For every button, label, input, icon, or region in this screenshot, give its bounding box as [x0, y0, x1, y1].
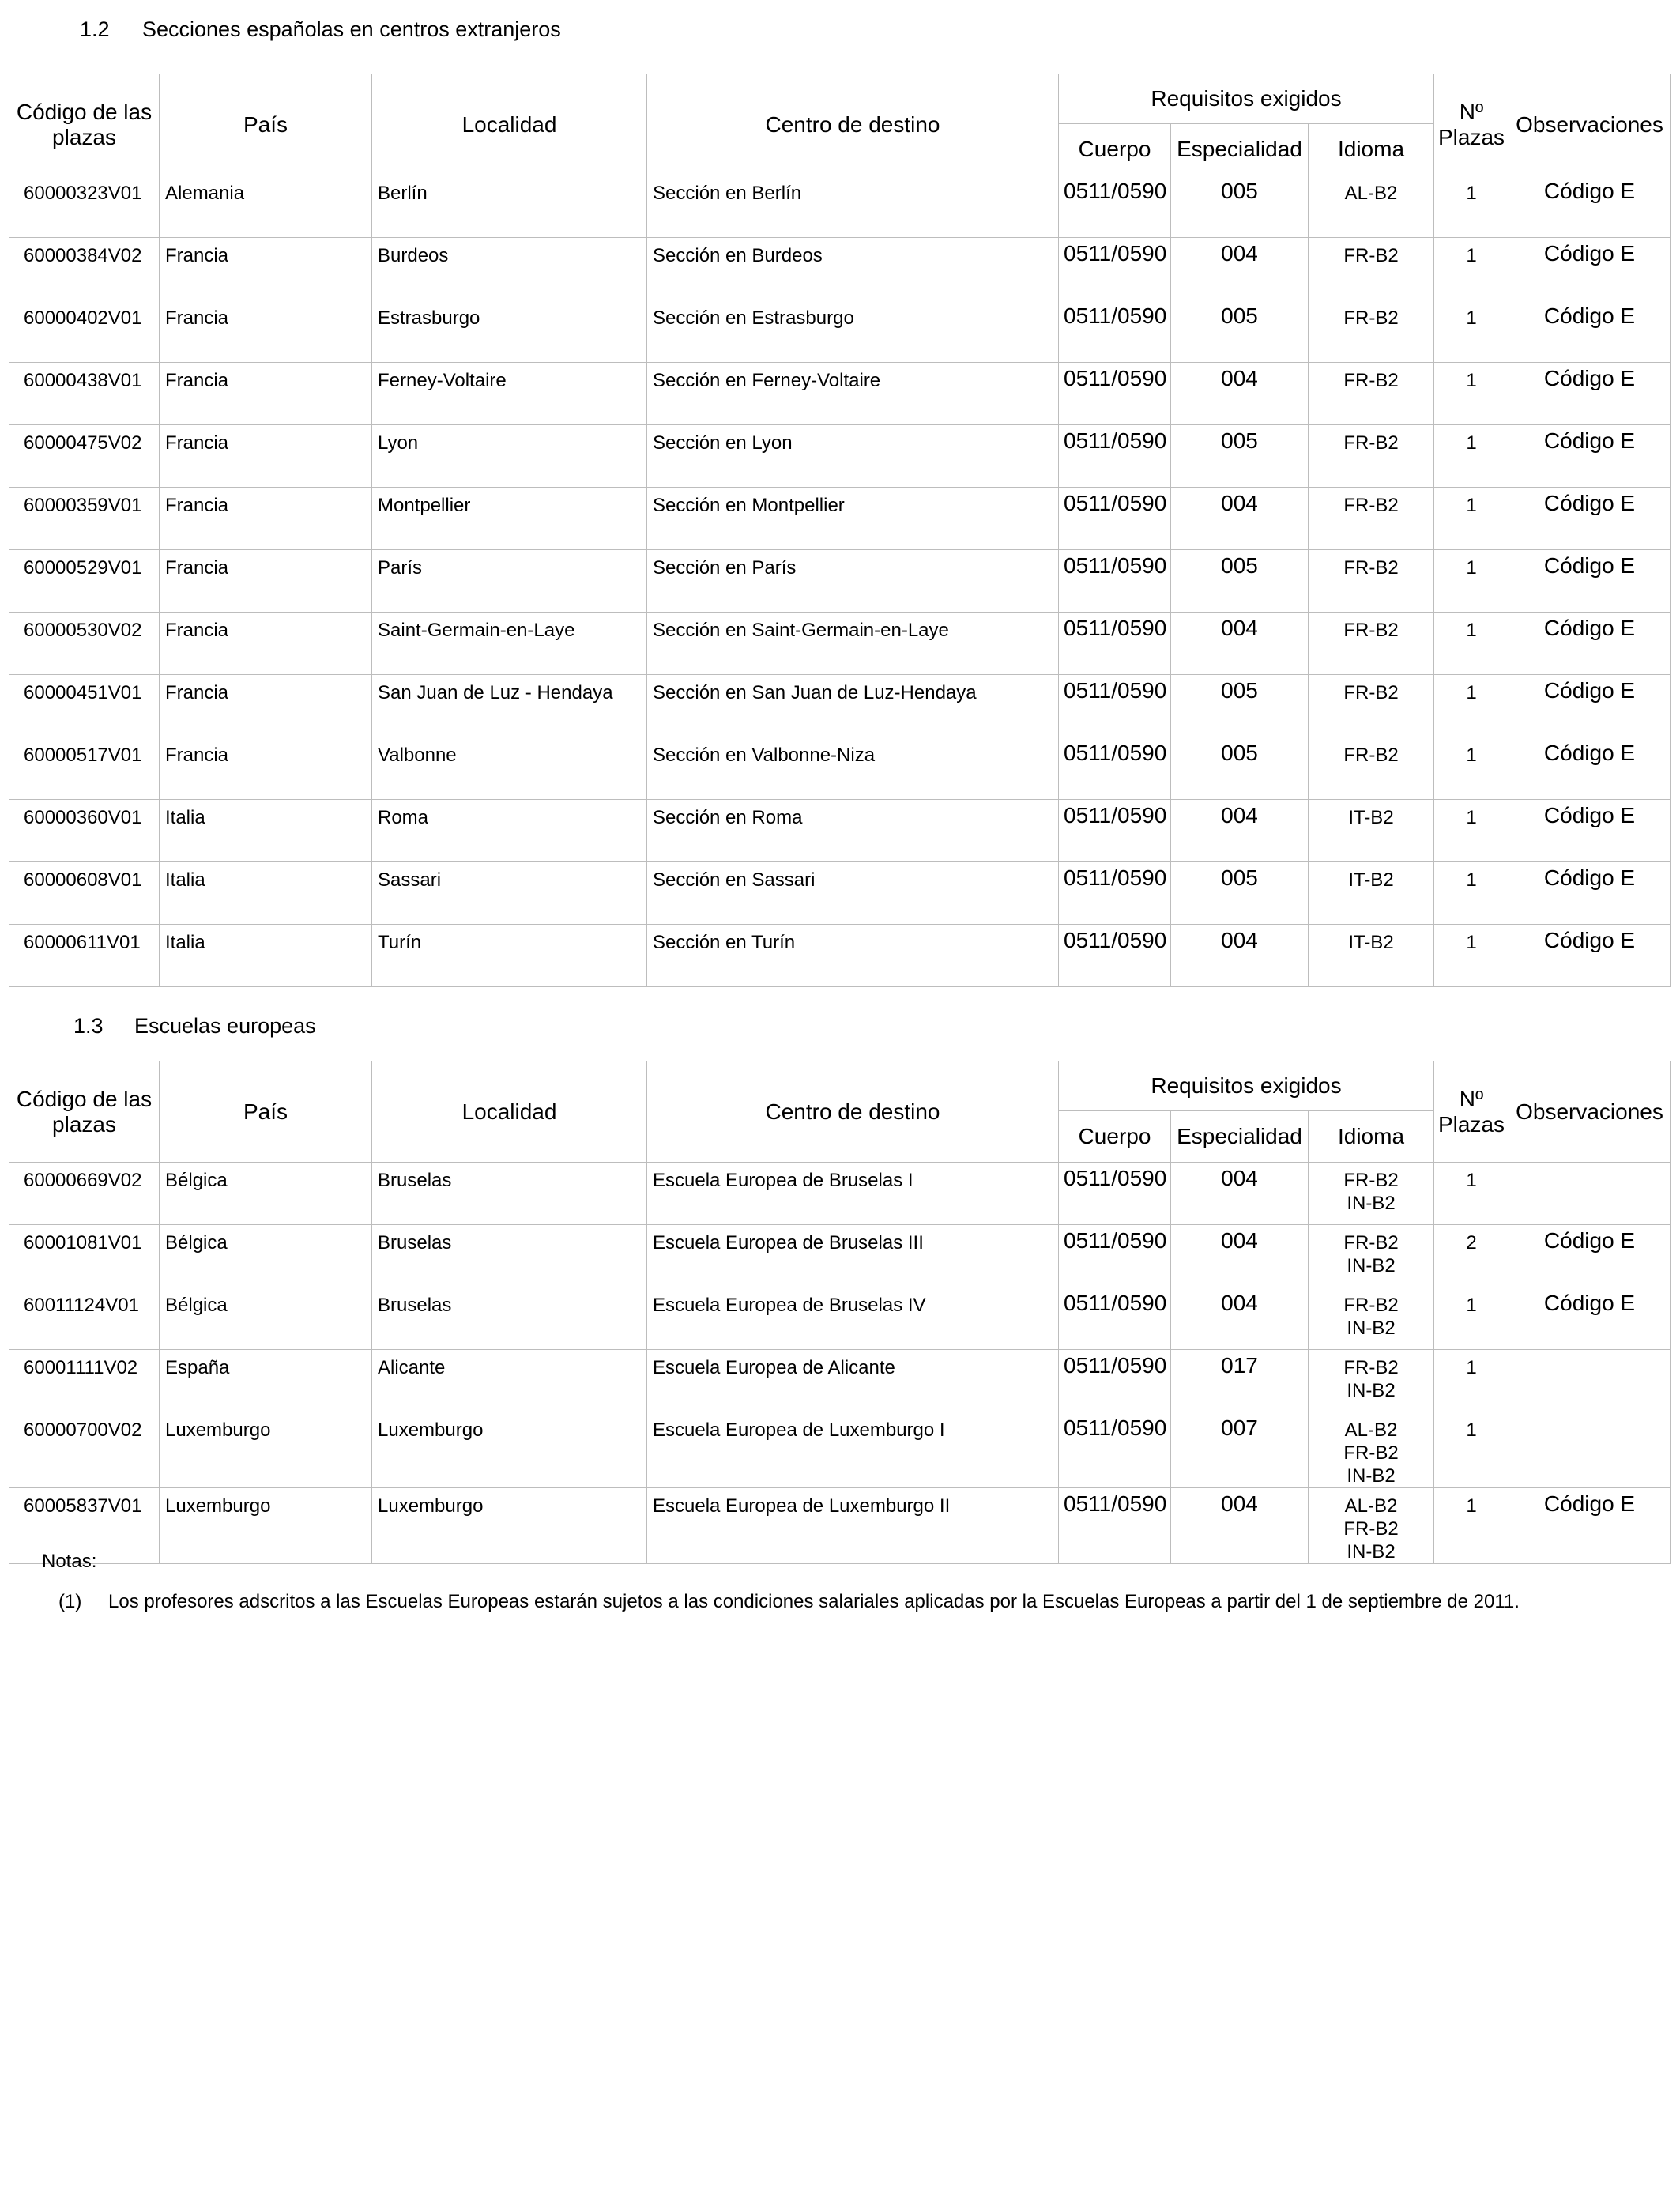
idioma-value: FR-B2: [1343, 1518, 1399, 1540]
cell-localidad: Bruselas: [372, 1163, 647, 1225]
cell-pais: Italia: [160, 800, 372, 862]
cell-localidad: Valbonne: [372, 737, 647, 800]
cell-centro: Sección en Saint-Germain-en-Laye: [647, 613, 1059, 675]
cell-centro: Escuela Europea de Bruselas I: [647, 1163, 1059, 1225]
cell-cuerpo: 0511/0590: [1059, 488, 1171, 550]
plazas-table-secciones: [9, 74, 1671, 987]
cell-especialidad: 004: [1171, 1163, 1309, 1225]
cell-codigo: 60000529V01: [9, 550, 160, 613]
cell-observaciones: Código E: [1509, 425, 1671, 488]
cell-especialidad: 005: [1171, 300, 1309, 363]
cell-especialidad: 004: [1171, 1287, 1309, 1350]
header-especialidad: Especialidad: [1171, 1111, 1309, 1163]
cell-observaciones: Código E: [1509, 613, 1671, 675]
cell-localidad: Berlín: [372, 175, 647, 238]
cell-codigo: 60000700V02: [9, 1412, 160, 1488]
cell-pais: Francia: [160, 363, 372, 425]
table-row: [9, 488, 1671, 550]
idioma-value: FR-B2: [1343, 245, 1399, 266]
header-codigo: Código de las plazas: [9, 74, 160, 175]
cell-centro: Sección en San Juan de Luz-Hendaya: [647, 675, 1059, 737]
table-row: [9, 737, 1671, 800]
header-centro: Centro de destino: [647, 1061, 1059, 1163]
table-row: [9, 1412, 1671, 1488]
cell-plazas: 1: [1434, 238, 1509, 300]
header-codigo: Código de las plazas: [9, 1061, 160, 1163]
cell-codigo: 60000530V02: [9, 613, 160, 675]
cell-especialidad: 004: [1171, 363, 1309, 425]
cell-localidad: Saint-Germain-en-Laye: [372, 613, 647, 675]
cell-idioma: [1309, 175, 1434, 238]
table-row: [9, 1225, 1671, 1287]
cell-especialidad: 005: [1171, 175, 1309, 238]
header-requisitos: Requisitos exigidos: [1059, 74, 1434, 124]
cell-observaciones: Código E: [1509, 862, 1671, 925]
table-row: [9, 550, 1671, 613]
table-row: [9, 800, 1671, 862]
cell-plazas: 1: [1434, 1163, 1509, 1225]
header-idioma: Idioma: [1309, 124, 1434, 175]
cell-idioma: [1309, 1350, 1434, 1412]
cell-especialidad: 004: [1171, 925, 1309, 987]
cell-pais: España: [160, 1350, 372, 1412]
table-row: [9, 300, 1671, 363]
cell-idioma: [1309, 363, 1434, 425]
idioma-value: IN-B2: [1347, 1380, 1396, 1401]
cell-observaciones: Código E: [1509, 675, 1671, 737]
cell-pais: Bélgica: [160, 1287, 372, 1350]
section-number: 1.3: [73, 1014, 104, 1038]
idioma-value: FR-B2: [1343, 745, 1399, 766]
cell-centro: Escuela Europea de Bruselas IV: [647, 1287, 1059, 1350]
cell-localidad: Montpellier: [372, 488, 647, 550]
cell-localidad: Luxemburgo: [372, 1412, 647, 1488]
cell-idioma: [1309, 300, 1434, 363]
cell-codigo: 60000611V01: [9, 925, 160, 987]
cell-centro: Escuela Europea de Luxemburgo I: [647, 1412, 1059, 1488]
cell-pais: Bélgica: [160, 1163, 372, 1225]
cell-cuerpo: 0511/0590: [1059, 925, 1171, 987]
cell-localidad: Luxemburgo: [372, 1488, 647, 1564]
cell-pais: Francia: [160, 613, 372, 675]
idioma-value: FR-B2: [1343, 307, 1399, 329]
header-pais: País: [160, 1061, 372, 1163]
cell-observaciones: [1509, 1350, 1671, 1412]
cell-codigo: 60000451V01: [9, 675, 160, 737]
cell-codigo: 60000360V01: [9, 800, 160, 862]
cell-pais: Francia: [160, 425, 372, 488]
cell-codigo: 60001081V01: [9, 1225, 160, 1287]
cell-codigo: 60000608V01: [9, 862, 160, 925]
idioma-value: FR-B2: [1343, 495, 1399, 516]
cell-observaciones: Código E: [1509, 363, 1671, 425]
idioma-value: FR-B2: [1343, 1442, 1399, 1464]
cell-especialidad: 005: [1171, 550, 1309, 613]
cell-pais: Italia: [160, 925, 372, 987]
cell-localidad: Bruselas: [372, 1225, 647, 1287]
cell-cuerpo: 0511/0590: [1059, 800, 1171, 862]
cell-codigo: 60000669V02: [9, 1163, 160, 1225]
cell-idioma: [1309, 737, 1434, 800]
cell-cuerpo: 0511/0590: [1059, 737, 1171, 800]
table-row: [9, 1163, 1671, 1225]
cell-idioma: [1309, 800, 1434, 862]
cell-centro: Sección en Berlín: [647, 175, 1059, 238]
cell-observaciones: Código E: [1509, 925, 1671, 987]
idioma-value: IN-B2: [1347, 1318, 1396, 1339]
idioma-value: FR-B2: [1343, 1357, 1399, 1378]
cell-especialidad: 005: [1171, 737, 1309, 800]
cell-idioma: [1309, 1412, 1434, 1488]
cell-centro: Sección en Lyon: [647, 425, 1059, 488]
header-especialidad: Especialidad: [1171, 124, 1309, 175]
cell-observaciones: Código E: [1509, 300, 1671, 363]
table-row: [9, 862, 1671, 925]
cell-plazas: 1: [1434, 300, 1509, 363]
cell-centro: Sección en Burdeos: [647, 238, 1059, 300]
cell-especialidad: 017: [1171, 1350, 1309, 1412]
cell-pais: Luxemburgo: [160, 1488, 372, 1564]
cell-localidad: París: [372, 550, 647, 613]
table-row: [9, 1488, 1671, 1564]
cell-plazas: 1: [1434, 1412, 1509, 1488]
cell-observaciones: [1509, 1412, 1671, 1488]
cell-idioma: [1309, 1488, 1434, 1564]
idioma-value: FR-B2: [1343, 620, 1399, 641]
cell-idioma: [1309, 613, 1434, 675]
notes-title: Notas:: [42, 1551, 97, 1572]
cell-localidad: Ferney-Voltaire: [372, 363, 647, 425]
cell-plazas: 1: [1434, 175, 1509, 238]
cell-cuerpo: 0511/0590: [1059, 550, 1171, 613]
cell-pais: Francia: [160, 550, 372, 613]
cell-plazas: 1: [1434, 737, 1509, 800]
cell-especialidad: 005: [1171, 675, 1309, 737]
cell-observaciones: Código E: [1509, 550, 1671, 613]
cell-localidad: Lyon: [372, 425, 647, 488]
cell-centro: Escuela Europea de Luxemburgo II: [647, 1488, 1059, 1564]
idioma-value: FR-B2: [1343, 370, 1399, 391]
cell-cuerpo: 0511/0590: [1059, 238, 1171, 300]
cell-observaciones: Código E: [1509, 800, 1671, 862]
cell-codigo: 60000517V01: [9, 737, 160, 800]
cell-localidad: Bruselas: [372, 1287, 647, 1350]
table-row: [9, 675, 1671, 737]
cell-localidad: Alicante: [372, 1350, 647, 1412]
note-marker: (1): [58, 1591, 82, 1612]
table-row: [9, 1350, 1671, 1412]
cell-plazas: 1: [1434, 1287, 1509, 1350]
cell-codigo: 60000323V01: [9, 175, 160, 238]
note-item: [58, 1591, 1520, 1613]
cell-cuerpo: 0511/0590: [1059, 862, 1171, 925]
idioma-value: IT-B2: [1348, 932, 1394, 953]
cell-localidad: Turín: [372, 925, 647, 987]
cell-centro: Sección en Sassari: [647, 862, 1059, 925]
idioma-value: IT-B2: [1348, 869, 1394, 891]
header-plazas: Nº Plazas: [1434, 74, 1509, 175]
table-row: [9, 175, 1671, 238]
cell-plazas: 1: [1434, 675, 1509, 737]
idioma-value: IN-B2: [1347, 1541, 1396, 1563]
idioma-value: IN-B2: [1347, 1193, 1396, 1214]
cell-cuerpo: 0511/0590: [1059, 1163, 1171, 1225]
idioma-value: FR-B2: [1343, 1170, 1399, 1191]
idioma-value: IT-B2: [1348, 807, 1394, 828]
cell-especialidad: 004: [1171, 613, 1309, 675]
cell-centro: Sección en Montpellier: [647, 488, 1059, 550]
idioma-value: IN-B2: [1347, 1255, 1396, 1276]
cell-idioma: [1309, 925, 1434, 987]
cell-plazas: 1: [1434, 1350, 1509, 1412]
cell-pais: Alemania: [160, 175, 372, 238]
idioma-value: FR-B2: [1343, 432, 1399, 454]
cell-especialidad: 005: [1171, 862, 1309, 925]
cell-localidad: Roma: [372, 800, 647, 862]
cell-idioma: [1309, 862, 1434, 925]
cell-observaciones: Código E: [1509, 1488, 1671, 1564]
cell-cuerpo: 0511/0590: [1059, 1350, 1171, 1412]
cell-cuerpo: 0511/0590: [1059, 300, 1171, 363]
note-text: Los profesores adscritos a las Escuelas Europeas estarán sujetos a las condiciones salariales aplicadas por la Escuelas Europeas a partir del 1 de septiembre de 2011.: [108, 1591, 1520, 1612]
cell-codigo: 60000384V02: [9, 238, 160, 300]
cell-idioma: [1309, 488, 1434, 550]
cell-pais: Francia: [160, 737, 372, 800]
cell-plazas: 1: [1434, 1488, 1509, 1564]
cell-observaciones: Código E: [1509, 737, 1671, 800]
section-heading-1-2: [80, 17, 561, 42]
cell-localidad: Sassari: [372, 862, 647, 925]
cell-idioma: [1309, 238, 1434, 300]
cell-codigo: 60011124V01: [9, 1287, 160, 1350]
cell-codigo: 60000359V01: [9, 488, 160, 550]
cell-idioma: [1309, 1225, 1434, 1287]
cell-pais: Italia: [160, 862, 372, 925]
section-heading-1-3: [73, 1014, 316, 1039]
cell-pais: Bélgica: [160, 1225, 372, 1287]
cell-idioma: [1309, 675, 1434, 737]
cell-centro: Sección en Turín: [647, 925, 1059, 987]
header-cuerpo: Cuerpo: [1059, 124, 1171, 175]
cell-cuerpo: 0511/0590: [1059, 425, 1171, 488]
idioma-value: FR-B2: [1343, 1295, 1399, 1316]
table-row: [9, 238, 1671, 300]
cell-cuerpo: 0511/0590: [1059, 675, 1171, 737]
table-row: [9, 613, 1671, 675]
cell-pais: Francia: [160, 675, 372, 737]
cell-especialidad: 004: [1171, 238, 1309, 300]
idioma-value: IN-B2: [1347, 1465, 1396, 1487]
cell-observaciones: Código E: [1509, 1287, 1671, 1350]
cell-localidad: Burdeos: [372, 238, 647, 300]
cell-cuerpo: 0511/0590: [1059, 1412, 1171, 1488]
cell-idioma: [1309, 425, 1434, 488]
header-observaciones: Observaciones: [1509, 74, 1671, 175]
cell-plazas: 1: [1434, 925, 1509, 987]
cell-observaciones: Código E: [1509, 175, 1671, 238]
cell-centro: Sección en París: [647, 550, 1059, 613]
table-row: [9, 925, 1671, 987]
cell-localidad: Estrasburgo: [372, 300, 647, 363]
cell-especialidad: 004: [1171, 488, 1309, 550]
idioma-value: AL-B2: [1344, 1495, 1398, 1517]
header-localidad: Localidad: [372, 1061, 647, 1163]
cell-centro: Sección en Ferney-Voltaire: [647, 363, 1059, 425]
cell-observaciones: Código E: [1509, 238, 1671, 300]
cell-plazas: 1: [1434, 800, 1509, 862]
cell-plazas: 2: [1434, 1225, 1509, 1287]
table-row: [9, 1287, 1671, 1350]
cell-plazas: 1: [1434, 488, 1509, 550]
header-plazas: Nº Plazas: [1434, 1061, 1509, 1163]
cell-idioma: [1309, 1163, 1434, 1225]
cell-centro: Escuela Europea de Alicante: [647, 1350, 1059, 1412]
cell-cuerpo: 0511/0590: [1059, 1488, 1171, 1564]
plazas-table-escuelas: [9, 1061, 1671, 1564]
section-number: 1.2: [80, 17, 110, 41]
cell-plazas: 1: [1434, 550, 1509, 613]
idioma-value: AL-B2: [1344, 1419, 1398, 1441]
cell-codigo: 60001111V02: [9, 1350, 160, 1412]
cell-cuerpo: 0511/0590: [1059, 1287, 1171, 1350]
header-observaciones: Observaciones: [1509, 1061, 1671, 1163]
cell-idioma: [1309, 1287, 1434, 1350]
cell-centro: Sección en Estrasburgo: [647, 300, 1059, 363]
cell-plazas: 1: [1434, 613, 1509, 675]
section-title: Escuelas europeas: [134, 1014, 316, 1038]
cell-codigo: 60000438V01: [9, 363, 160, 425]
cell-cuerpo: 0511/0590: [1059, 175, 1171, 238]
section-title: Secciones españolas en centros extranjeros: [142, 17, 561, 41]
cell-localidad: San Juan de Luz - Hendaya: [372, 675, 647, 737]
idioma-value: FR-B2: [1343, 557, 1399, 579]
cell-centro: Escuela Europea de Bruselas III: [647, 1225, 1059, 1287]
cell-especialidad: 005: [1171, 425, 1309, 488]
cell-especialidad: 004: [1171, 1225, 1309, 1287]
idioma-value: AL-B2: [1344, 183, 1398, 204]
cell-centro: Sección en Valbonne-Niza: [647, 737, 1059, 800]
cell-observaciones: Código E: [1509, 1225, 1671, 1287]
cell-especialidad: 007: [1171, 1412, 1309, 1488]
cell-pais: Luxemburgo: [160, 1412, 372, 1488]
idioma-value: FR-B2: [1343, 682, 1399, 703]
cell-centro: Sección en Roma: [647, 800, 1059, 862]
cell-pais: Francia: [160, 300, 372, 363]
cell-especialidad: 004: [1171, 800, 1309, 862]
cell-cuerpo: 0511/0590: [1059, 613, 1171, 675]
cell-cuerpo: 0511/0590: [1059, 363, 1171, 425]
cell-pais: Francia: [160, 238, 372, 300]
header-localidad: Localidad: [372, 74, 647, 175]
header-pais: País: [160, 74, 372, 175]
cell-plazas: 1: [1434, 862, 1509, 925]
idioma-value: FR-B2: [1343, 1232, 1399, 1253]
table-row: [9, 363, 1671, 425]
cell-especialidad: 004: [1171, 1488, 1309, 1564]
header-idioma: Idioma: [1309, 1111, 1434, 1163]
cell-pais: Francia: [160, 488, 372, 550]
cell-observaciones: [1509, 1163, 1671, 1225]
cell-codigo: 60000475V02: [9, 425, 160, 488]
cell-plazas: 1: [1434, 425, 1509, 488]
cell-observaciones: Código E: [1509, 488, 1671, 550]
cell-codigo: 60000402V01: [9, 300, 160, 363]
table-row: [9, 425, 1671, 488]
header-requisitos: Requisitos exigidos: [1059, 1061, 1434, 1111]
cell-codigo: 60005837V01: [9, 1488, 160, 1564]
header-cuerpo: Cuerpo: [1059, 1111, 1171, 1163]
header-centro: Centro de destino: [647, 74, 1059, 175]
cell-idioma: [1309, 550, 1434, 613]
cell-plazas: 1: [1434, 363, 1509, 425]
cell-cuerpo: 0511/0590: [1059, 1225, 1171, 1287]
